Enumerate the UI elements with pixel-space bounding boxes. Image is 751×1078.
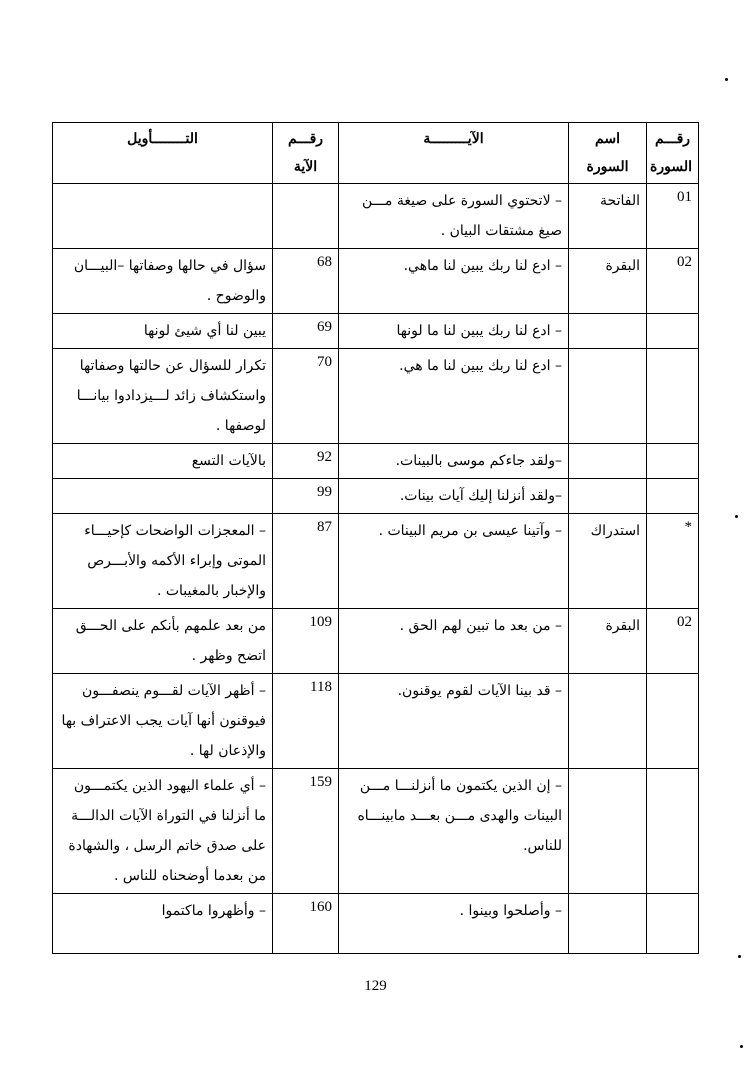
scan-speck bbox=[725, 78, 728, 81]
surah-name-cell bbox=[569, 674, 647, 769]
ayah-cell: – قد بينا الآيات لقوم يوقنون. bbox=[339, 674, 569, 769]
tawil-cell bbox=[53, 184, 273, 249]
tawil-cell bbox=[53, 479, 273, 514]
ayah-cell: –ولقد جاءكم موسى بالبينات. bbox=[339, 444, 569, 479]
surah-number-cell bbox=[647, 444, 699, 479]
table-row bbox=[53, 349, 699, 444]
page-number: 129 bbox=[364, 978, 387, 994]
surah-number-cell: * bbox=[647, 514, 699, 609]
ayah-cell: – من بعد ما تبين لهم الحق . bbox=[339, 609, 569, 674]
ayah-number-cell: 99 bbox=[273, 479, 339, 514]
surah-name-cell: البقرة bbox=[569, 609, 647, 674]
ayah-number-cell: 109 bbox=[273, 609, 339, 674]
header-surah-name: اسم السورة bbox=[569, 123, 647, 184]
surah-name-cell: البقرة bbox=[569, 249, 647, 314]
ayah-cell: – ادع لنا ربك يبين لنا ما هي. bbox=[339, 349, 569, 444]
header-tawil: التــــــــأويل bbox=[53, 123, 273, 184]
table-header-row bbox=[53, 123, 699, 184]
ayah-number-cell: 70 bbox=[273, 349, 339, 444]
surah-number-cell bbox=[647, 769, 699, 894]
table-row bbox=[53, 894, 699, 954]
surah-name-cell bbox=[569, 444, 647, 479]
header-ayah: الآيـــــــــة bbox=[339, 123, 569, 184]
ayah-number-cell: 159 bbox=[273, 769, 339, 894]
surah-number-cell bbox=[647, 314, 699, 349]
tawil-cell: – أي علماء اليهود الذين يكتمـــون ما أنزلنا في التوراة الآيات الدالـــة على صدق خاتم الرسل ، والشهادة من بعدما أوضحناه للناس . bbox=[53, 769, 273, 894]
ayah-cell: – ادع لنا ربك يبين لنا ماهي. bbox=[339, 249, 569, 314]
ayah-number-cell: 68 bbox=[273, 249, 339, 314]
tawil-cell: من بعد علمهم بأنكم على الحـــق اتضح وظهر . bbox=[53, 609, 273, 674]
surah-name-cell bbox=[569, 349, 647, 444]
surah-name-cell: الفاتحة bbox=[569, 184, 647, 249]
ayah-number-cell: 118 bbox=[273, 674, 339, 769]
quran-tawil-table bbox=[52, 122, 699, 954]
tawil-cell: يبين لنا أي شيئ لونها bbox=[53, 314, 273, 349]
scan-speck bbox=[740, 1045, 743, 1048]
ayah-number-cell: 87 bbox=[273, 514, 339, 609]
table-row bbox=[53, 444, 699, 479]
ayah-cell: – ادع لنا ربك يبين لنا ما لونها bbox=[339, 314, 569, 349]
ayah-cell: – وأصلحوا وبينوا . bbox=[339, 894, 569, 954]
tawil-cell: سؤال في حالها وصفاتها –البيـــان والوضوح . bbox=[53, 249, 273, 314]
table-row bbox=[53, 769, 699, 894]
table-row bbox=[53, 479, 699, 514]
table-row bbox=[53, 249, 699, 314]
surah-number-cell: 01 bbox=[647, 184, 699, 249]
surah-name-cell bbox=[569, 769, 647, 894]
surah-name-cell: استدراك bbox=[569, 514, 647, 609]
scan-speck bbox=[738, 955, 741, 958]
ayah-number-cell: 69 bbox=[273, 314, 339, 349]
table-row bbox=[53, 674, 699, 769]
tawil-cell: تكرار للسؤال عن حالتها وصفاتها واستكشاف زائد لـــيزدادوا بيانـــا لوصفها . bbox=[53, 349, 273, 444]
ayah-number-cell bbox=[273, 184, 339, 249]
tawil-cell: بالآيات التسع bbox=[53, 444, 273, 479]
header-ayah-number: رقـــم الآية bbox=[273, 123, 339, 184]
header-surah-number: رقـــم السورة bbox=[647, 123, 699, 184]
tawil-cell: – المعجزات الواضحات كإحيـــاء الموتى وإبراء الأكمه والأبـــرص والإخبار بالمغيبات . bbox=[53, 514, 273, 609]
surah-name-cell bbox=[569, 894, 647, 954]
surah-number-cell bbox=[647, 674, 699, 769]
ayah-number-cell: 160 bbox=[273, 894, 339, 954]
table-row bbox=[53, 314, 699, 349]
ayah-number-cell: 92 bbox=[273, 444, 339, 479]
scan-speck bbox=[735, 515, 738, 518]
surah-name-cell bbox=[569, 314, 647, 349]
ayah-cell: – إن الذين يكتمون ما أنزلنـــا مـــن البينات والهدى مـــن بعـــد مابينـــاه للناس. bbox=[339, 769, 569, 894]
ayah-cell: – وآتينا عيسى بن مريم البينات . bbox=[339, 514, 569, 609]
ayah-cell: –ولقد أنزلنا إليك آيات بينات. bbox=[339, 479, 569, 514]
surah-number-cell: 02 bbox=[647, 609, 699, 674]
tawil-cell: – أظهر الآيات لقـــوم ينصفـــون فيوقنون أنها آيات يجب الاعتراف بها والإذعان لها . bbox=[53, 674, 273, 769]
table-row bbox=[53, 514, 699, 609]
surah-number-cell bbox=[647, 894, 699, 954]
surah-number-cell bbox=[647, 349, 699, 444]
surah-number-cell bbox=[647, 479, 699, 514]
surah-name-cell bbox=[569, 479, 647, 514]
tawil-cell: – وأظهروا ماكتموا bbox=[53, 894, 273, 954]
table-row bbox=[53, 184, 699, 249]
table-row bbox=[53, 609, 699, 674]
ayah-cell: – لاتحتوي السورة على صيغة مـــن صيغ مشتقات البيان . bbox=[339, 184, 569, 249]
surah-number-cell: 02 bbox=[647, 249, 699, 314]
